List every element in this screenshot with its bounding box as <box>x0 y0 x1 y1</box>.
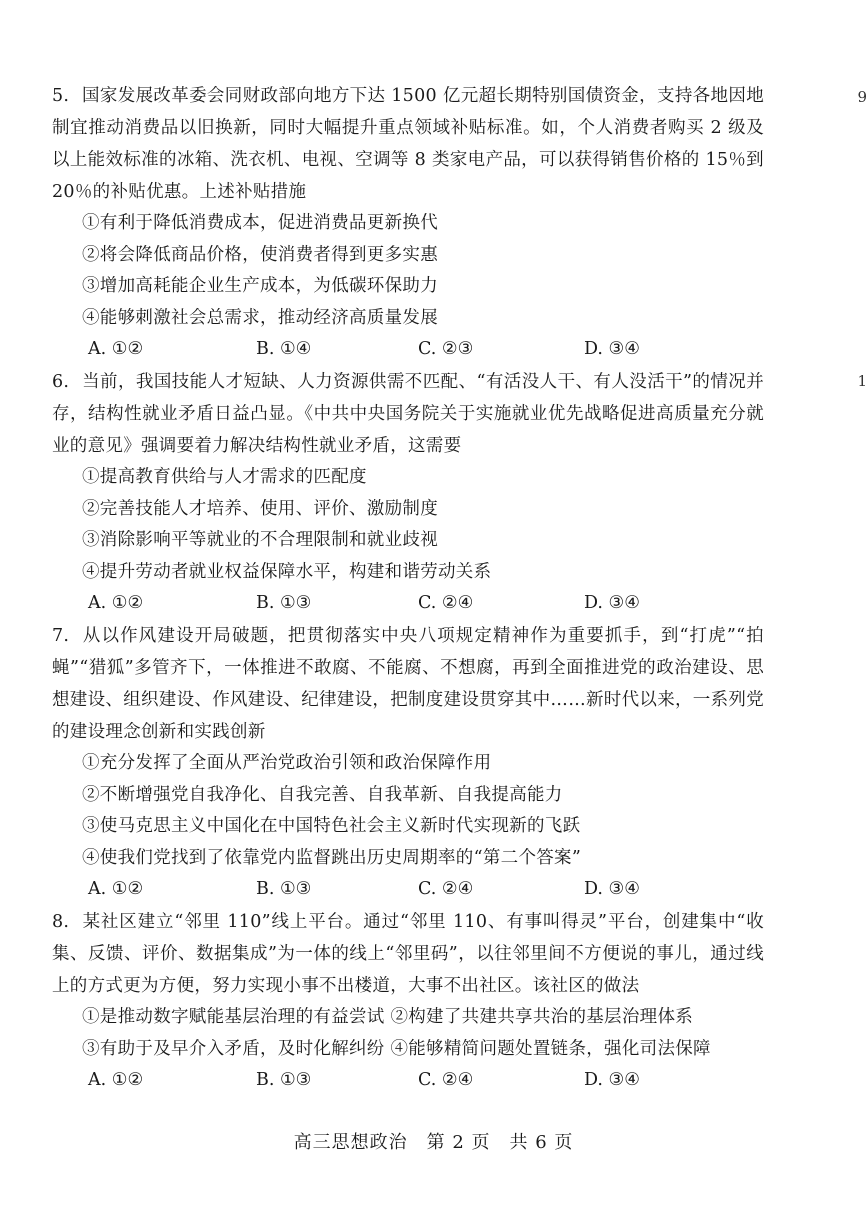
answer-choices <box>82 1065 764 1096</box>
choice-c: C. ②④ <box>418 1070 474 1090</box>
choice-c: C. ②③ <box>418 339 474 359</box>
choice-c: C. ②④ <box>418 879 474 899</box>
statement-option: ①是推动数字赋能基层治理的有益尝试 ②构建了共建共享共治的基层治理体系 <box>82 1007 694 1027</box>
statement-option: ③增加高耗能企业生产成本，为低碳环保助力 <box>82 276 438 296</box>
statement-option: ②将会降低商品价格，使消费者得到更多实惠 <box>82 244 438 265</box>
margin-mark: 1 <box>857 372 867 390</box>
choice-d: D. ③④ <box>584 1070 640 1090</box>
choice-c: C. ②④ <box>418 593 474 613</box>
choice-b: B. ①③ <box>256 879 312 899</box>
question-text: 国家发展改革委会同财政部向地方下达 1500 亿元超长期特别国债资金，支持各地因地制宜推动消费品以旧换新，同时大幅提升重点领域补贴标准。如，个人消费者购买 2 级及以上能效标准的冰箱、洗衣机、电视、空调等 8 类家电产品，可以获得销售价格的 15％到 20％的补贴优惠。上述补贴措施 <box>52 86 764 202</box>
question-text: 当前，我国技能人才短缺、人力资源供需不匹配、“有活没人干、有人没活干”的情况并存，结构性就业矛盾日益凸显。《中共中央国务院关于实施就业优先战略促进高质量充分就业的意见》强调要着力解决结构性就业矛盾，这需要 <box>52 372 764 456</box>
statement-option: ③有助于及早介入矛盾，及时化解纠纷 ④能够精简问题处置链条，强化司法保障 <box>82 1038 711 1059</box>
choice-a: A. ①② <box>88 1070 144 1090</box>
question-5 <box>52 80 764 365</box>
question-text: 某社区建立“邻里 110”线上平台。通过“邻里 110、有事叫得灵”平台，创建集中“收集、反馈、评价、数据集成”为一体的线上“邻里码”，以往邻里间不方便说的事儿，通过线上的方式更为方便，努力实现小事不出楼道，大事不出社区。该社区的做法 <box>52 912 764 996</box>
statement-option: ③使马克思主义中国化在中国特色社会主义新时代实现新的飞跃 <box>82 816 581 836</box>
answer-choices <box>82 874 764 905</box>
statement-option: ①有利于降低消费成本，促进消费品更新换代 <box>82 213 438 233</box>
choice-a: A. ①② <box>88 593 144 613</box>
question-6 <box>52 366 764 619</box>
statement-option: ③消除影响平等就业的不合理限制和就业歧视 <box>82 530 438 550</box>
question-stem <box>52 366 764 462</box>
question-stem <box>52 906 764 1002</box>
statement-option: ①提高教育供给与人才需求的匹配度 <box>82 467 367 487</box>
question-stem <box>52 620 764 748</box>
statement-option: ④提升劳动者就业权益保障水平，构建和谐劳动关系 <box>82 561 492 582</box>
statement-option: ②完善技能人才培养、使用、评价、激励制度 <box>82 498 438 519</box>
choice-b: B. ①④ <box>256 339 312 359</box>
question-8 <box>52 906 764 1096</box>
answer-choices <box>82 588 764 619</box>
answer-choices <box>82 334 764 365</box>
question-text: 从以作风建设开局破题，把贯彻落实中央八项规定精神作为重要抓手，到“打虎”“拍蝇”“猎狐”多管齐下，一体推进不敢腐、不能腐、不想腐，再到全面推进党的政治建设、思想建设、组织建设、作风建设、纪律建设，把制度建设贯穿其中……新时代以来，一系列党的建设理念创新和实践创新 <box>52 626 764 742</box>
choice-a: A. ①② <box>88 339 144 359</box>
question-number: 6. <box>52 372 70 392</box>
question-7 <box>52 620 764 905</box>
choice-b: B. ①③ <box>256 1070 312 1090</box>
statement-option: ④能够刺激社会总需求，推动经济高质量发展 <box>82 307 438 328</box>
choice-d: D. ③④ <box>584 879 640 899</box>
choice-d: D. ③④ <box>584 339 640 359</box>
question-number: 5. <box>52 86 70 106</box>
choice-a: A. ①② <box>88 879 144 899</box>
statement-option: ①充分发挥了全面从严治党政治引领和政治保障作用 <box>82 753 492 773</box>
choice-b: B. ①③ <box>256 593 312 613</box>
question-number: 7. <box>52 626 70 646</box>
statement-option: ④使我们党找到了依靠党内监督跳出历史周期率的“第二个答案” <box>82 847 582 868</box>
statement-option: ②不断增强党自我净化、自我完善、自我革新、自我提高能力 <box>82 784 563 805</box>
margin-mark: 9 <box>857 88 867 106</box>
choice-d: D. ③④ <box>584 593 640 613</box>
question-number: 8. <box>52 912 70 932</box>
question-stem <box>52 80 764 208</box>
page-footer: 高三思想政治 第 2 页 共 6 页 <box>293 1132 574 1153</box>
